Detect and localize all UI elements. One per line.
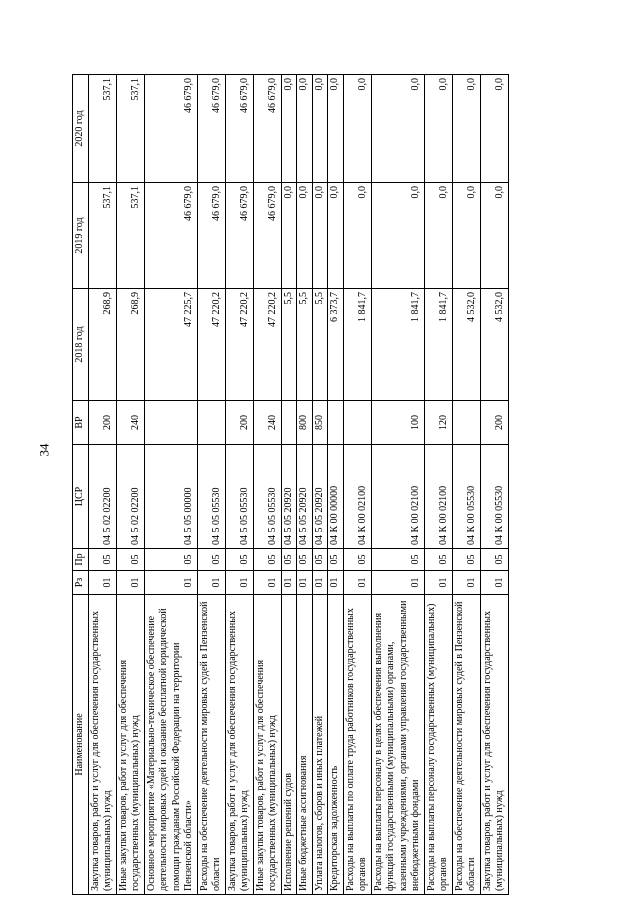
cell-2018: 47 220,2 xyxy=(253,289,281,401)
cell-2020: 46 679,0 xyxy=(144,75,197,183)
header-name: Наименование xyxy=(73,595,89,895)
cell-2019: 0,0 xyxy=(297,183,313,289)
cell-2018: 1 841,7 xyxy=(343,289,371,401)
cell-rz: 01 xyxy=(312,571,328,595)
cell-2019: 0,0 xyxy=(424,183,452,289)
cell-2020: 0,0 xyxy=(281,75,297,183)
cell-2019: 537,1 xyxy=(116,183,144,289)
cell-2019: 46 679,0 xyxy=(225,183,253,289)
cell-rz: 01 xyxy=(88,571,116,595)
table-row xyxy=(281,75,297,895)
cell-pr: 05 xyxy=(197,549,225,571)
cell-2019: 46 679,0 xyxy=(253,183,281,289)
cell-name: Иные бюджетные ассигнования xyxy=(297,595,313,895)
cell-rz: 01 xyxy=(297,571,313,595)
cell-2019: 0,0 xyxy=(281,183,297,289)
page-number: 34 xyxy=(36,443,52,457)
cell-rz: 01 xyxy=(328,571,344,595)
cell-rz: 01 xyxy=(253,571,281,595)
cell-rz: 01 xyxy=(144,571,197,595)
cell-pr: 05 xyxy=(480,549,508,571)
cell-csr: 04 К 00 00000 xyxy=(328,445,344,549)
cell-2018: 5,5 xyxy=(297,289,313,401)
cell-name: Иные закупки товаров, работ и услуг для обеспечения государственных (муниципальных) нужд xyxy=(253,595,281,895)
cell-2020: 0,0 xyxy=(297,75,313,183)
cell-vr: 200 xyxy=(225,401,253,445)
table-row xyxy=(424,75,452,895)
cell-vr xyxy=(328,401,344,445)
cell-2020: 0,0 xyxy=(312,75,328,183)
cell-2020: 46 679,0 xyxy=(225,75,253,183)
cell-name: Расходы на выплаты персоналу государственных (муниципальных) органов xyxy=(424,595,452,895)
table-row xyxy=(480,75,508,895)
cell-csr: 04 К 00 02100 xyxy=(371,445,424,549)
cell-vr xyxy=(281,401,297,445)
table-row xyxy=(225,75,253,895)
cell-csr: 04 5 02 02200 xyxy=(116,445,144,549)
table-header-row xyxy=(73,75,89,895)
cell-rz: 01 xyxy=(424,571,452,595)
cell-csr: 04 5 05 00000 xyxy=(144,445,197,549)
cell-csr: 04 5 05 20920 xyxy=(312,445,328,549)
header-csr: ЦСР xyxy=(73,445,89,549)
cell-2020: 46 679,0 xyxy=(197,75,225,183)
cell-csr: 04 К 00 02100 xyxy=(424,445,452,549)
cell-rz: 01 xyxy=(116,571,144,595)
cell-pr: 05 xyxy=(297,549,313,571)
cell-pr: 05 xyxy=(424,549,452,571)
cell-2019: 0,0 xyxy=(452,183,480,289)
header-rz: Рз xyxy=(73,571,89,595)
cell-2018: 47 225,7 xyxy=(144,289,197,401)
cell-pr: 05 xyxy=(452,549,480,571)
cell-csr: 04 5 05 05530 xyxy=(197,445,225,549)
cell-vr: 100 xyxy=(371,401,424,445)
table-row xyxy=(197,75,225,895)
table-row xyxy=(297,75,313,895)
cell-name: Исполнение решений судов xyxy=(281,595,297,895)
cell-rz: 01 xyxy=(480,571,508,595)
cell-vr xyxy=(343,401,371,445)
cell-csr: 04 5 02 02200 xyxy=(88,445,116,549)
header-2019: 2019 год xyxy=(73,183,89,289)
header-2020: 2020 год xyxy=(73,75,89,183)
cell-pr: 05 xyxy=(144,549,197,571)
cell-csr: 04 К 00 02100 xyxy=(343,445,371,549)
cell-rz: 01 xyxy=(452,571,480,595)
table-row xyxy=(452,75,480,895)
cell-2020: 0,0 xyxy=(452,75,480,183)
cell-2018: 4 532,0 xyxy=(480,289,508,401)
cell-vr xyxy=(452,401,480,445)
cell-2018: 5,5 xyxy=(281,289,297,401)
cell-2020: 0,0 xyxy=(480,75,508,183)
cell-2020: 0,0 xyxy=(424,75,452,183)
cell-name: Расходы на выплаты по оплате труда работников государственных органов xyxy=(343,595,371,895)
header-vr: ВР xyxy=(73,401,89,445)
cell-vr xyxy=(197,401,225,445)
cell-2018: 268,9 xyxy=(116,289,144,401)
cell-2020: 537,1 xyxy=(116,75,144,183)
cell-name: Иные закупки товаров, работ и услуг для обеспечения государственных (муниципальных) нужд xyxy=(116,595,144,895)
cell-name: Закупка товаров, работ и услуг для обеспечения государственных (муниципальных) нужд xyxy=(225,595,253,895)
cell-pr: 05 xyxy=(225,549,253,571)
header-2018: 2018 год xyxy=(73,289,89,401)
cell-2019: 0,0 xyxy=(371,183,424,289)
cell-rz: 01 xyxy=(225,571,253,595)
cell-vr: 240 xyxy=(116,401,144,445)
cell-pr: 05 xyxy=(116,549,144,571)
cell-vr: 850 xyxy=(312,401,328,445)
cell-pr: 05 xyxy=(371,549,424,571)
cell-csr: 04 5 05 20920 xyxy=(281,445,297,549)
table-row xyxy=(371,75,424,895)
cell-2020: 46 679,0 xyxy=(253,75,281,183)
table-row xyxy=(343,75,371,895)
cell-2018: 47 220,2 xyxy=(225,289,253,401)
cell-name: Закупка товаров, работ и услуг для обеспечения государственных (муниципальных) нужд xyxy=(480,595,508,895)
cell-name: Кредиторская задолженность xyxy=(328,595,344,895)
cell-csr: 04 5 05 05530 xyxy=(253,445,281,549)
cell-vr: 200 xyxy=(88,401,116,445)
cell-2019: 0,0 xyxy=(328,183,344,289)
cell-csr: 04 К 00 05530 xyxy=(480,445,508,549)
table-row xyxy=(116,75,144,895)
cell-2019: 0,0 xyxy=(312,183,328,289)
cell-name: Уплата налогов, сборов и иных платежей xyxy=(312,595,328,895)
cell-2018: 4 532,0 xyxy=(452,289,480,401)
cell-2018: 47 220,2 xyxy=(197,289,225,401)
cell-rz: 01 xyxy=(371,571,424,595)
cell-vr: 120 xyxy=(424,401,452,445)
cell-csr: 04 5 05 20920 xyxy=(297,445,313,549)
cell-pr: 05 xyxy=(312,549,328,571)
cell-name: Расходы на выплаты персоналу в целях обеспечения выполнения функций государственными (муниципальными) органами, казенными учреждениями, органами управления государственными внебюджетными фондами xyxy=(371,595,424,895)
cell-name: Расходы на обеспечение деятельности мировых судей в Пензенской области xyxy=(452,595,480,895)
cell-2018: 5,5 xyxy=(312,289,328,401)
cell-name: Закупка товаров, работ и услуг для обеспечения государственных (муниципальных) нужд xyxy=(88,595,116,895)
table-row xyxy=(253,75,281,895)
cell-2019: 0,0 xyxy=(343,183,371,289)
cell-rz: 01 xyxy=(197,571,225,595)
cell-2019: 46 679,0 xyxy=(197,183,225,289)
cell-2020: 0,0 xyxy=(343,75,371,183)
cell-rz: 01 xyxy=(281,571,297,595)
cell-vr xyxy=(144,401,197,445)
cell-2020: 537,1 xyxy=(88,75,116,183)
cell-2019: 537,1 xyxy=(88,183,116,289)
cell-2018: 1 841,7 xyxy=(371,289,424,401)
rotated-page xyxy=(72,75,632,895)
cell-rz: 01 xyxy=(343,571,371,595)
cell-2020: 0,0 xyxy=(328,75,344,183)
cell-csr: 04 К 00 05530 xyxy=(452,445,480,549)
cell-pr: 05 xyxy=(281,549,297,571)
table-row xyxy=(88,75,116,895)
table-row xyxy=(328,75,344,895)
header-pr: Пр xyxy=(73,549,89,571)
cell-pr: 05 xyxy=(253,549,281,571)
cell-pr: 05 xyxy=(88,549,116,571)
cell-vr: 240 xyxy=(253,401,281,445)
cell-pr: 05 xyxy=(328,549,344,571)
budget-table xyxy=(72,74,509,895)
cell-2019: 0,0 xyxy=(480,183,508,289)
cell-2020: 0,0 xyxy=(371,75,424,183)
cell-csr: 04 5 05 05530 xyxy=(225,445,253,549)
cell-2019: 46 679,0 xyxy=(144,183,197,289)
cell-2018: 268,9 xyxy=(88,289,116,401)
cell-2018: 1 841,7 xyxy=(424,289,452,401)
cell-vr: 800 xyxy=(297,401,313,445)
table-row xyxy=(312,75,328,895)
cell-2018: 6 373,7 xyxy=(328,289,344,401)
cell-name: Основное мероприятие «Материально-техническое обеспечение деятельности мировых судей и оказание бесплатной юридической помощи гражданам Российской Федерации на территории Пензенской области» xyxy=(144,595,197,895)
table-row xyxy=(144,75,197,895)
cell-name: Расходы на обеспечение деятельности мировых судей в Пензенской области xyxy=(197,595,225,895)
cell-vr: 200 xyxy=(480,401,508,445)
cell-pr: 05 xyxy=(343,549,371,571)
